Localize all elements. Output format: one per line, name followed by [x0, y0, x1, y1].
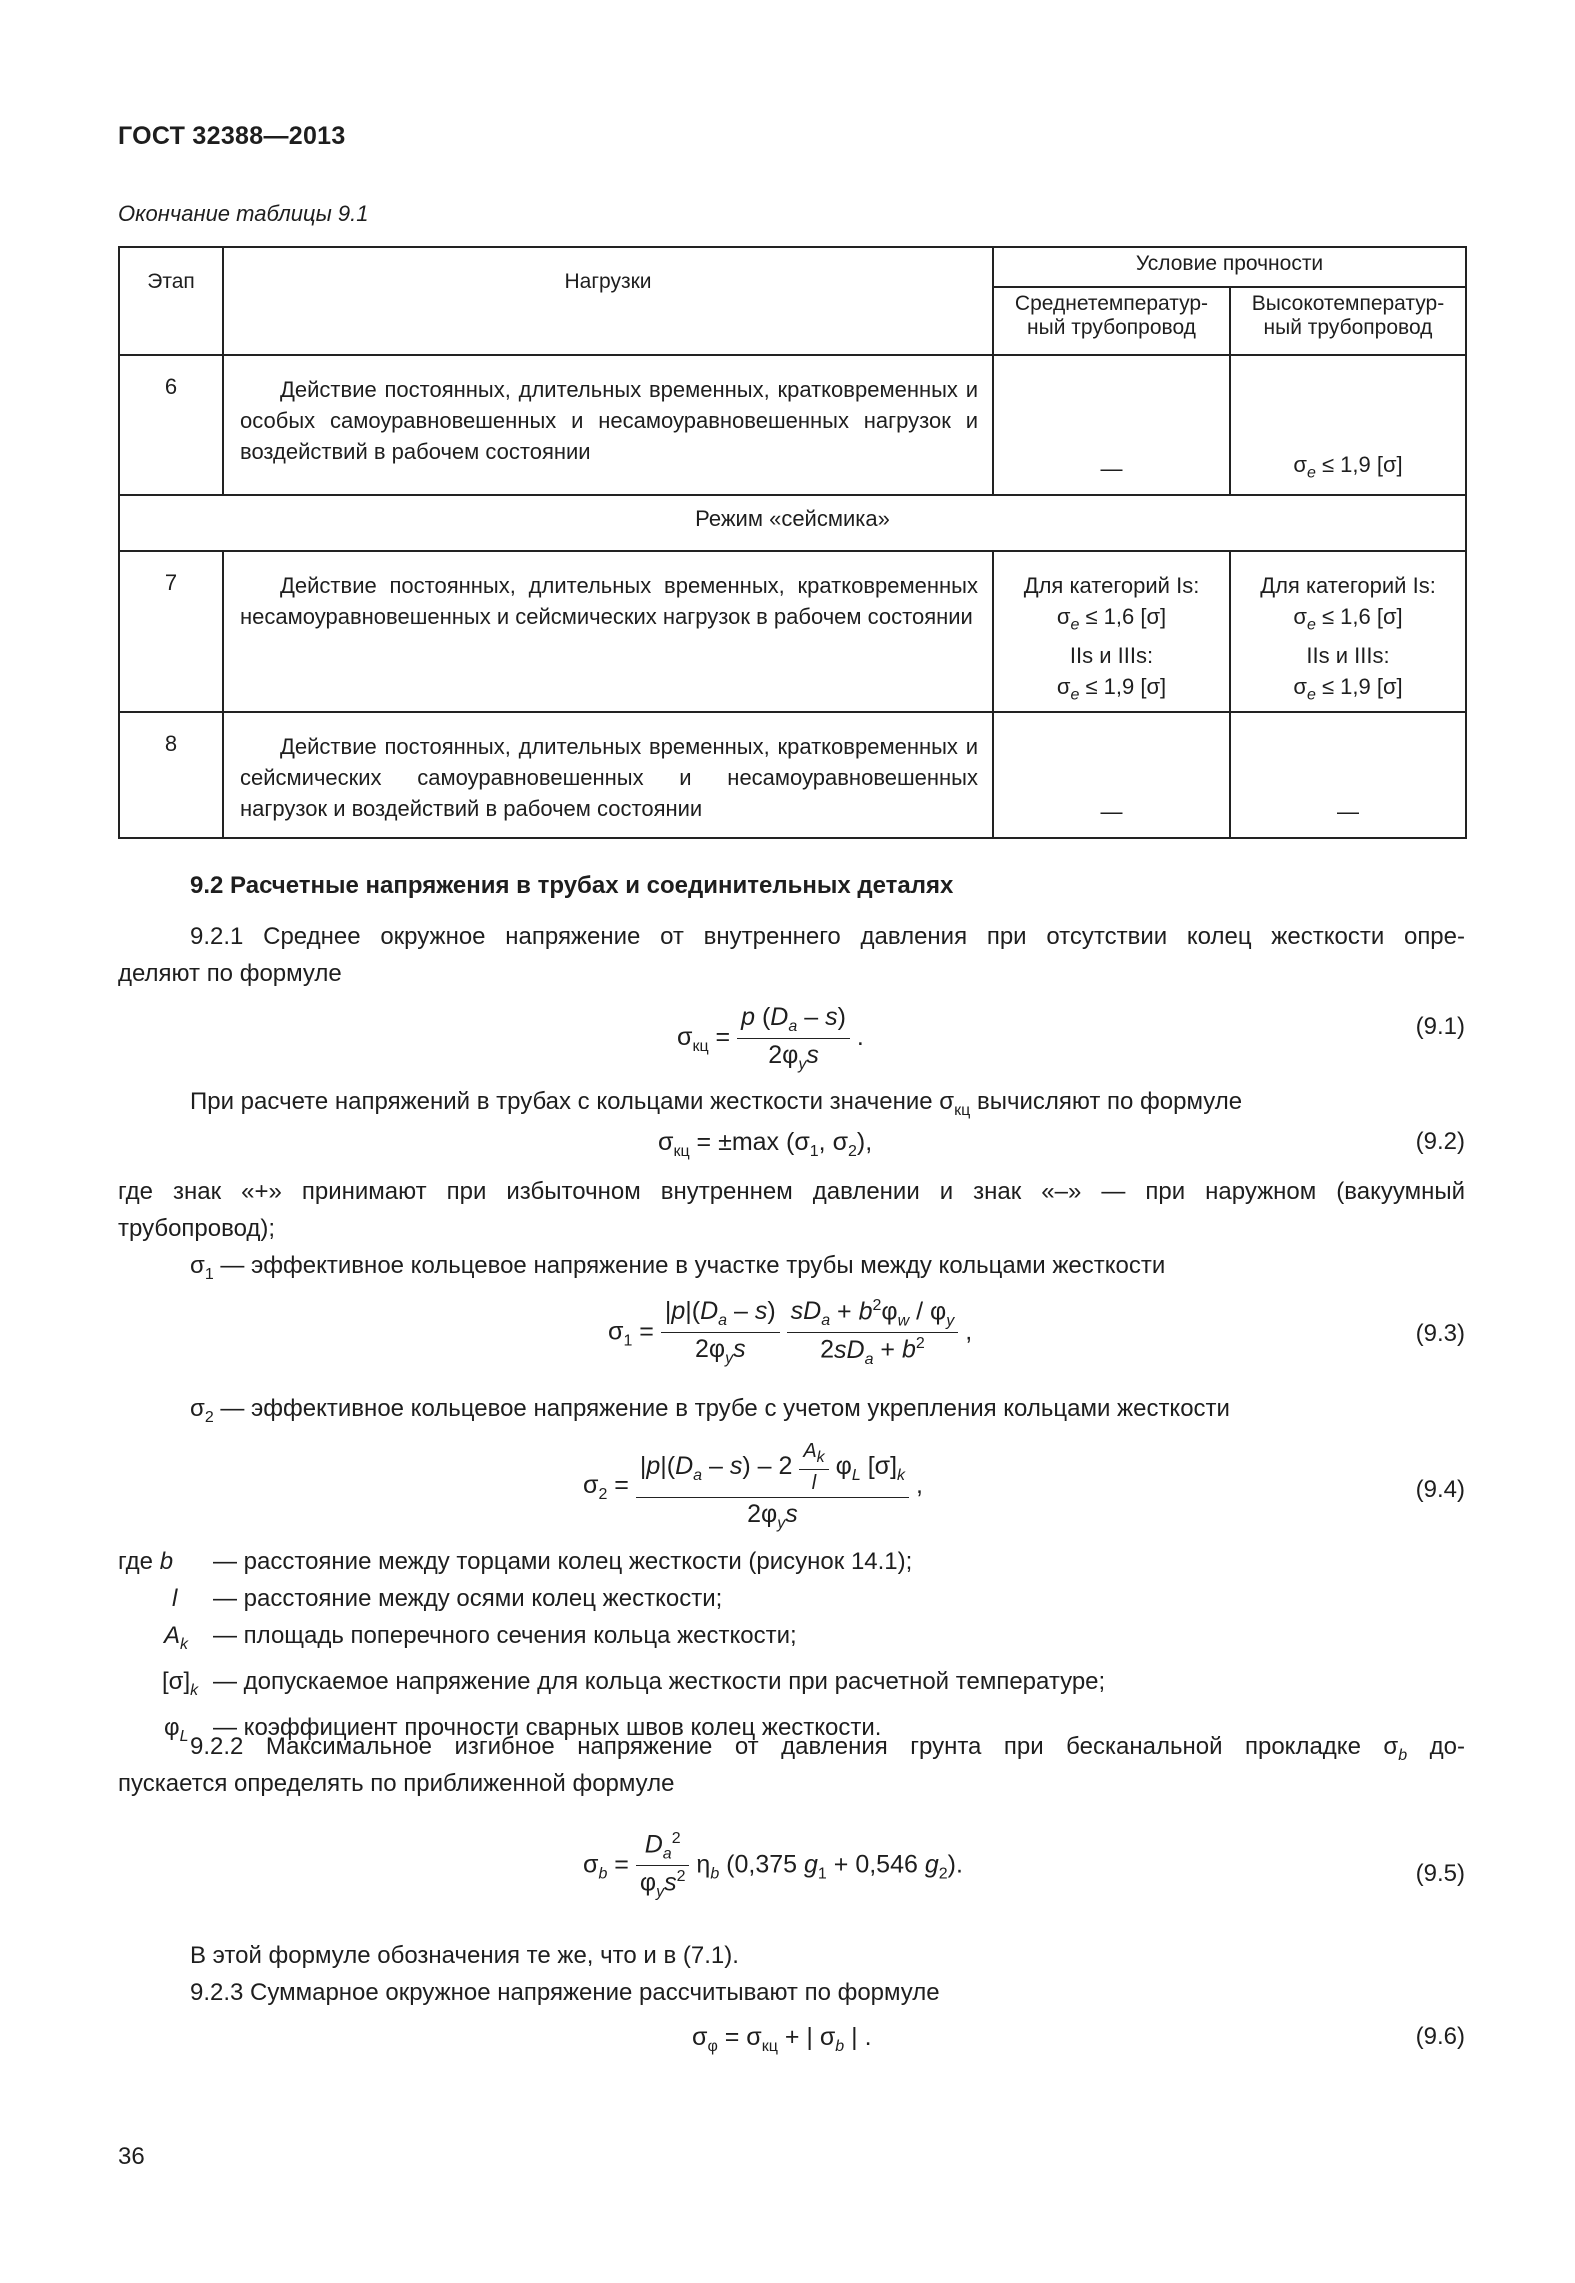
table-row: [119, 551, 1466, 712]
paragraph-rings: При расчете напряжений в трубах с кольцами жесткости значение $\sigma_{кц}$ вычисляют по формуле: [190, 1088, 1243, 1119]
row-loads: Действие постоянных, длительных временных, кратковременных и особых самоуравновешенных и несамоуравновешенных нагрузок и воздействий в рабочем состоянии: [223, 355, 993, 495]
paragraph-sigma1: $\sigma_1$ — эффективное кольцевое напряжение в участке трубы между кольцами жесткости: [190, 1252, 1166, 1283]
paragraph-9-2-2-cont: пускается определять по приближенной формуле: [118, 1770, 675, 1797]
eq-number-9-4: (9.4): [1415, 1476, 1465, 1503]
symbol-definitions: [118, 1543, 1105, 1754]
row-loads: Действие постоянных, длительных временных, кратковременных и сейсмических самоуравновешенных и несамоуравновешенных нагрузок и воздействий в рабочем состоянии: [223, 712, 993, 838]
section-title: 9.2 Расчетные напряжения в трубах и соединительных деталях: [190, 872, 954, 899]
page-number: 36: [118, 2143, 145, 2170]
row-stage: 7: [119, 551, 223, 712]
formula-9-1: $\sigma_{кц}$ = $\frac{p (D_a - s)}{2\varphi_ys}$ .: [677, 1003, 864, 1073]
formula-9-3: $\sigma_1$ = $\frac{|p|(D_a - s)}{2\varphi_ys}$ $\frac{sD_a + b^2\varphi_w / \varphi_y}{2sD_a + b^2}$ ,: [608, 1297, 973, 1368]
formula-9-5: $\sigma_b$ = $\frac{D_a^2}{\varphi_ys^2}$ $\eta_b$ (0,375 $g_1 + 0,546$ $g_2$).: [583, 1830, 963, 1901]
mode-seismic: Режим «сейсмика»: [119, 495, 1466, 551]
strength-table: [118, 246, 1467, 839]
paragraph-sigma2: $\sigma_2$ — эффективное кольцевое напряжение в трубе с учетом укрепления кольцами жесткости: [190, 1395, 1230, 1426]
table-row: [119, 712, 1466, 838]
definition-sigma-k: $[\sigma]_k$ — допускаемое напряжение для кольца жесткости при расчетной температуре;: [162, 1667, 1106, 1699]
definition-b: где b — расстояние между торцами колец жесткости (рисунок 14.1);: [118, 1548, 913, 1575]
definition-ak: $A_k$ — площадь поперечного сечения кольца жесткости;: [164, 1622, 797, 1653]
paragraph-9-2-2: 9.2.2 Максимальное изгибное напряжение от давления грунта при бесканальной прокладке $\sigma_b$ до-: [190, 1733, 1465, 1764]
header-high-temp: Высокотемператур-ный трубопровод: [1230, 287, 1466, 355]
row-high: Для категорий Is: $\sigma_e \le 1,6$ [σ] IIs и IIIs: $\sigma_e \le 1,9$ [σ]: [1230, 551, 1466, 712]
row-stage: 8: [119, 712, 223, 838]
row-medium: —: [993, 355, 1230, 495]
formula-9-4: $\sigma_2$ = $|p|(D_a - s) - 2$ $\frac{A_k}{l}$ $\varphi_L$ $[\sigma]_k$ $2\varphi_ys$ ,: [583, 1440, 923, 1532]
eq-number-9-3: (9.3): [1415, 1320, 1465, 1347]
eq-number-9-1: (9.1): [1415, 1013, 1465, 1040]
row-stage: 6: [119, 355, 223, 495]
header-condition: Условие прочности: [993, 247, 1466, 287]
row-medium: —: [993, 712, 1230, 838]
formula-9-2: $\sigma_{кц} = \pm\max$ ($\sigma_1$, $\sigma_2$),: [658, 1128, 873, 1160]
header-stage: Этап: [119, 247, 223, 355]
paragraph-sign-cont: трубопровод);: [118, 1215, 276, 1242]
row-high: $\sigma_e \le 1,9$ [σ]: [1230, 355, 1466, 495]
definition-phi-l: $\varphi_L$ — коэффициент прочности сварных швов колец жесткости.: [164, 1713, 882, 1745]
table-row: [119, 355, 1466, 495]
header-medium-temp: Среднетемператур-ный трубопровод: [993, 287, 1230, 355]
eq-number-9-6: (9.6): [1415, 2023, 1465, 2050]
paragraph-9-2-3: 9.2.3 Суммарное окружное напряжение рассчитывают по формуле: [190, 1979, 940, 2006]
row-high: —: [1230, 712, 1466, 838]
row-loads: Действие постоянных, длительных временных, кратковременных несамоуравновешенных и сейсмических нагрузок в рабочем состоянии: [223, 551, 993, 712]
table-caption: Окончание таблицы 9.1: [118, 201, 369, 226]
document-header: ГОСТ 32388—2013: [118, 122, 346, 150]
paragraph-9-2-1-cont: деляют по формуле: [118, 960, 342, 987]
header-loads: Нагрузки: [223, 247, 993, 355]
paragraph-9-2-1: 9.2.1 Среднее окружное напряжение от внутреннего давления при отсутствии колец жесткости опре-: [190, 923, 1465, 950]
eq-number-9-5: (9.5): [1415, 1860, 1465, 1887]
formula-9-6: $\sigma_\varphi = \sigma_{кц}$ + | $\sigma_b$ | .: [692, 2023, 872, 2055]
paragraph-same-notation: В этой формуле обозначения те же, что и в (7.1).: [190, 1942, 739, 1969]
paragraph-sign: где знак «+» принимают при избыточном внутреннем давлении и знак «–» — при наружном (вакуумный: [118, 1178, 1465, 1205]
row-medium: Для категорий Is: $\sigma_e \le 1,6$ [σ] IIs и IIIs: $\sigma_e \le 1,9$ [σ]: [993, 551, 1230, 712]
eq-number-9-2: (9.2): [1415, 1128, 1465, 1155]
definition-l: l — расстояние между осями колец жесткости;: [172, 1585, 723, 1612]
